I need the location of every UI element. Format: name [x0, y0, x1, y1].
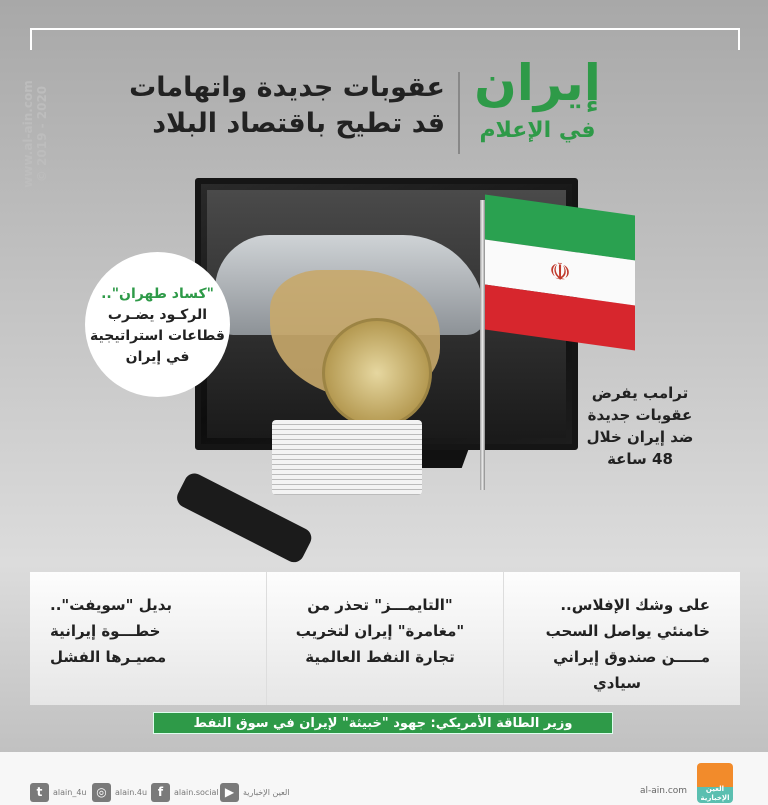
instagram-link[interactable]: [92, 783, 147, 802]
iran-flag-icon: ☫: [485, 194, 635, 350]
instagram-icon: ◎: [92, 783, 111, 802]
newspapers-illustration: [272, 420, 422, 495]
watermark-url: www.al-ain.com: [21, 80, 35, 188]
story-line: مـــــن صندوق إيراني: [553, 648, 710, 666]
frame-line: [738, 28, 740, 50]
story-circle[interactable]: [85, 252, 230, 397]
headline: [100, 70, 445, 142]
circle-line: الركـود يضـرب: [107, 307, 208, 323]
side-note[interactable]: [570, 382, 710, 470]
story-times[interactable]: [266, 572, 504, 705]
story-line: بديل "سويفت"..: [50, 596, 173, 614]
story-bankruptcy[interactable]: [504, 572, 740, 705]
twitter-handle: alain_4u: [53, 788, 87, 797]
logo-text: العين الإخبارية: [700, 785, 730, 802]
watermark-years: © 2019 - 2020: [35, 85, 49, 183]
facebook-link[interactable]: [151, 783, 219, 802]
story-line: "مغامرة" إيران لتخريب: [295, 622, 465, 640]
youtube-handle: العين الإخبارية: [243, 788, 290, 797]
story-line: "التايمـــز" تحذر من: [307, 596, 453, 614]
circle-line: قطاعات استراتيجية: [90, 328, 225, 344]
brand-title: إيران: [474, 54, 601, 112]
story-line: خامنئي يواصل السحب: [545, 622, 710, 640]
circle-line: في إيران: [125, 349, 190, 365]
brand-subtitle: في الإعلام: [479, 118, 596, 143]
story-swift[interactable]: [30, 572, 266, 705]
headline-line: عقوبات جديدة واتهامات: [129, 72, 445, 103]
side-note-line: 48 ساعة: [607, 450, 673, 468]
coin-illustration: [322, 318, 432, 428]
facebook-icon: f: [151, 783, 170, 802]
youtube-icon: ▶: [220, 783, 239, 802]
frame-line: [30, 28, 32, 50]
watermark: [21, 49, 49, 219]
site-link[interactable]: al-ain.com: [640, 786, 688, 796]
instagram-handle: alain.4u: [115, 788, 148, 797]
circle-title: "كساد طهران"..: [101, 286, 214, 302]
al-ain-logo: [697, 763, 733, 803]
stories-panel: [30, 572, 740, 705]
frame-line: [30, 28, 740, 30]
twitter-icon: t: [30, 783, 49, 802]
story-line: سيادي: [593, 674, 641, 692]
story-line: تجارة النفط العالمية: [305, 648, 455, 666]
twitter-link[interactable]: [30, 783, 86, 802]
news-banner[interactable]: وزير الطاقة الأمريكي: جهود "خبيثة" لإيران في سوق النفط: [153, 712, 613, 734]
story-line: على وشك الإفلاس..: [560, 596, 710, 614]
facebook-handle: alain.social: [174, 788, 219, 797]
headline-line: قد تطيح باقتصاد البلاد: [152, 108, 445, 139]
side-note-line: ترامب يفرض: [591, 384, 689, 402]
story-line: خطـــوة إيرانية: [50, 622, 161, 640]
youtube-link[interactable]: [220, 783, 290, 802]
side-note-line: ضد إيران خلال: [586, 428, 694, 446]
story-line: مصيـرها الفشل: [50, 648, 167, 666]
side-note-line: عقوبات جديدة: [587, 406, 693, 424]
divider: [458, 72, 460, 154]
